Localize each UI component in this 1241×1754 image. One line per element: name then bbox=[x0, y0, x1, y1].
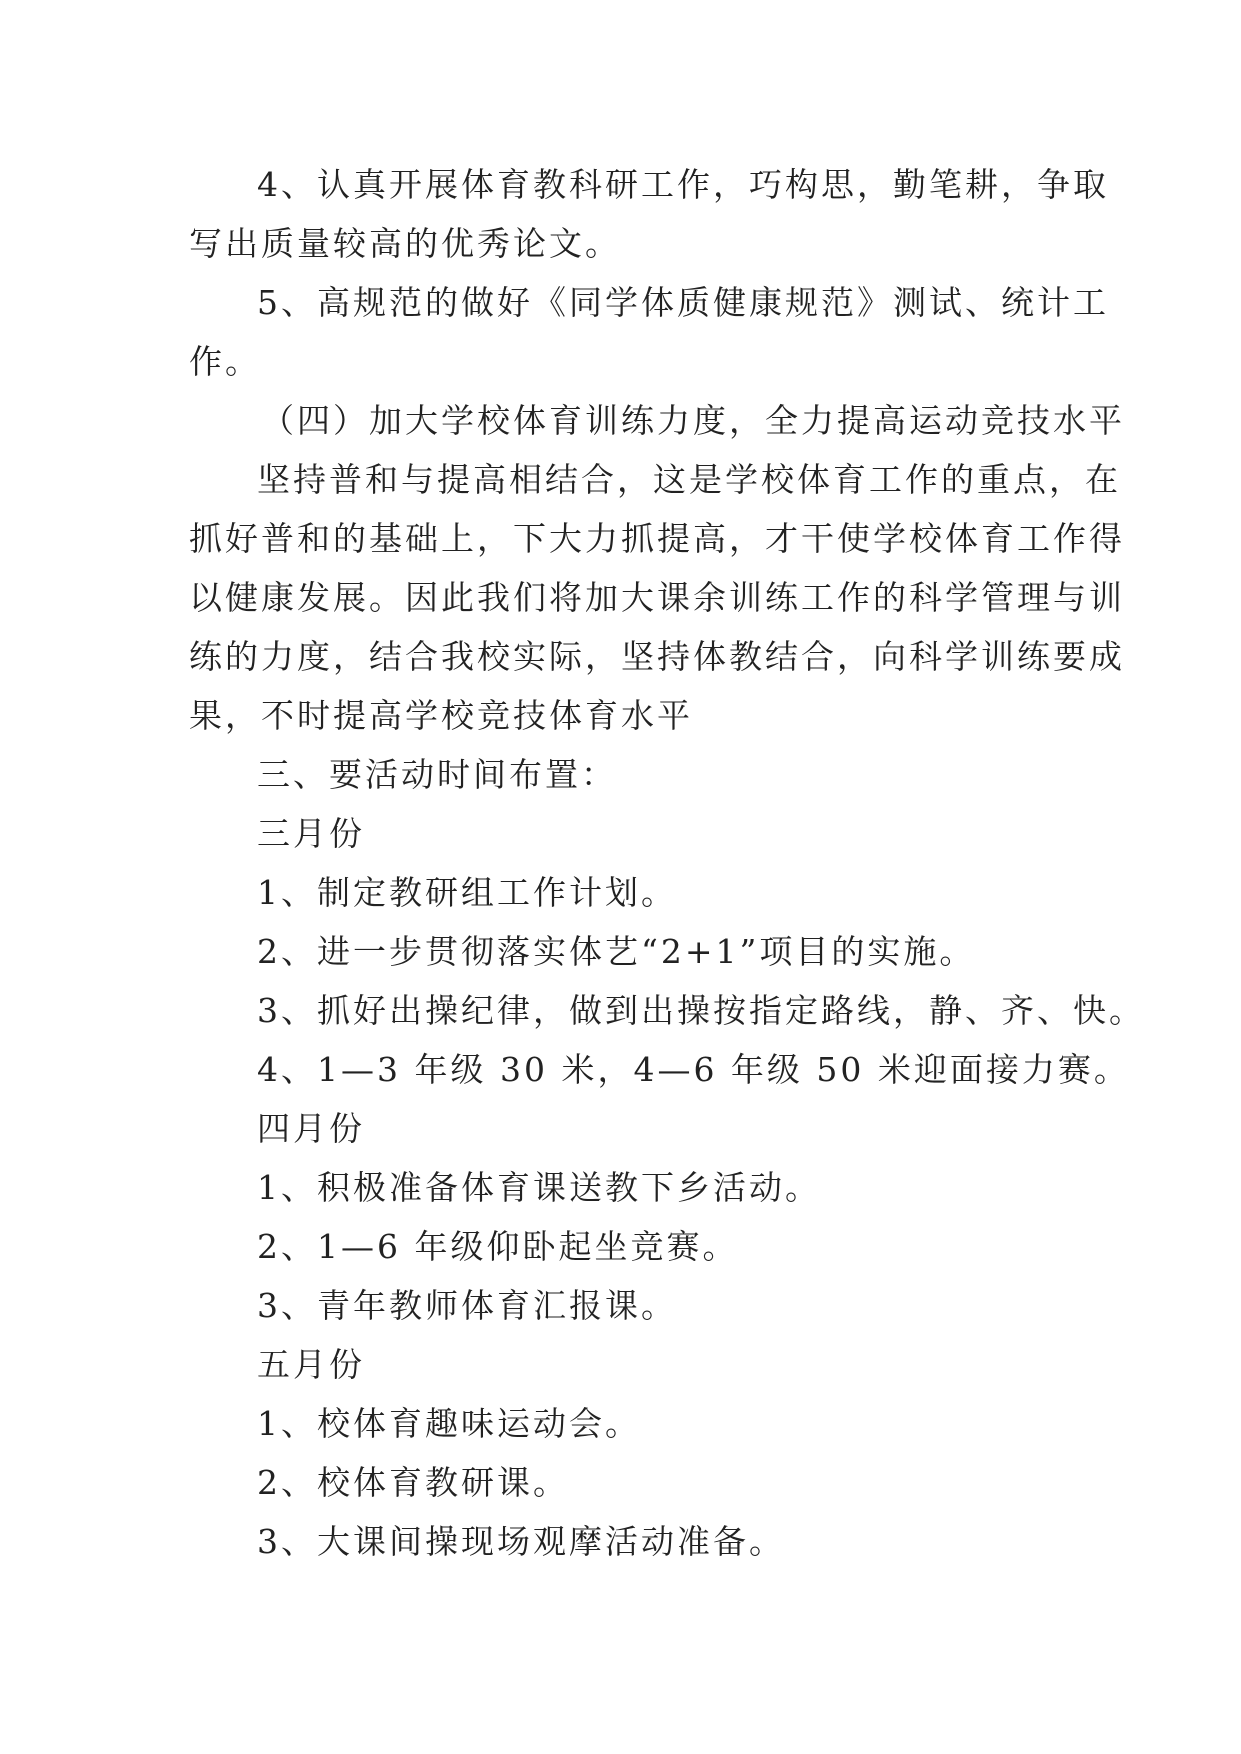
paragraph-line: 练的力度，结合我校实际，坚持体教结合，向科学训练要成 bbox=[189, 637, 1125, 676]
list-item: 4、1—3 年级 30 米，4—6 年级 50 米迎面接力赛。 bbox=[257, 1050, 1130, 1089]
list-item: 3、青年教师体育汇报课。 bbox=[257, 1286, 677, 1325]
paragraph-line: 抓好普和的基础上，下大力抓提高，才干使学校体育工作得 bbox=[189, 519, 1125, 558]
section-heading: （四）加大学校体育训练力度，全力提高运动竞技水平 bbox=[261, 401, 1125, 440]
paragraph-line: 4、认真开展体育教科研工作，巧构思，勤笔耕，争取 bbox=[257, 165, 1109, 204]
list-item: 2、校体育教研课。 bbox=[257, 1463, 569, 1502]
list-item: 1、校体育趣味运动会。 bbox=[257, 1404, 641, 1443]
paragraph-line: 坚持普和与提高相结合，这是学校体育工作的重点，在 bbox=[257, 460, 1121, 499]
paragraph-line: 以健康发展。因此我们将加大课余训练工作的科学管理与训 bbox=[189, 578, 1125, 617]
list-item: 1、积极准备体育课送教下乡活动。 bbox=[257, 1168, 821, 1207]
paragraph-line: 作。 bbox=[189, 342, 261, 381]
section-heading: 三、要活动时间布置： bbox=[257, 755, 617, 794]
list-item: 2、进一步贯彻落实体艺“2+1”项目的实施。 bbox=[257, 932, 976, 971]
paragraph-line: 写出质量较高的优秀论文。 bbox=[189, 224, 621, 263]
paragraph-line: 5、高规范的做好《同学体质健康规范》测试、统计工 bbox=[257, 283, 1109, 322]
month-heading: 五月份 bbox=[257, 1345, 365, 1384]
list-item: 3、抓好出操纪律，做到出操按指定路线，静、齐、快。 bbox=[257, 991, 1145, 1030]
document-page bbox=[189, 155, 1145, 1571]
list-item: 2、1—6 年级仰卧起坐竞赛。 bbox=[257, 1227, 739, 1266]
paragraph-line: 果，不时提高学校竞技体育水平 bbox=[189, 696, 693, 735]
list-item: 1、制定教研组工作计划。 bbox=[257, 873, 677, 912]
month-heading: 四月份 bbox=[257, 1109, 365, 1148]
month-heading: 三月份 bbox=[257, 814, 365, 853]
list-item: 3、大课间操现场观摩活动准备。 bbox=[257, 1522, 785, 1561]
